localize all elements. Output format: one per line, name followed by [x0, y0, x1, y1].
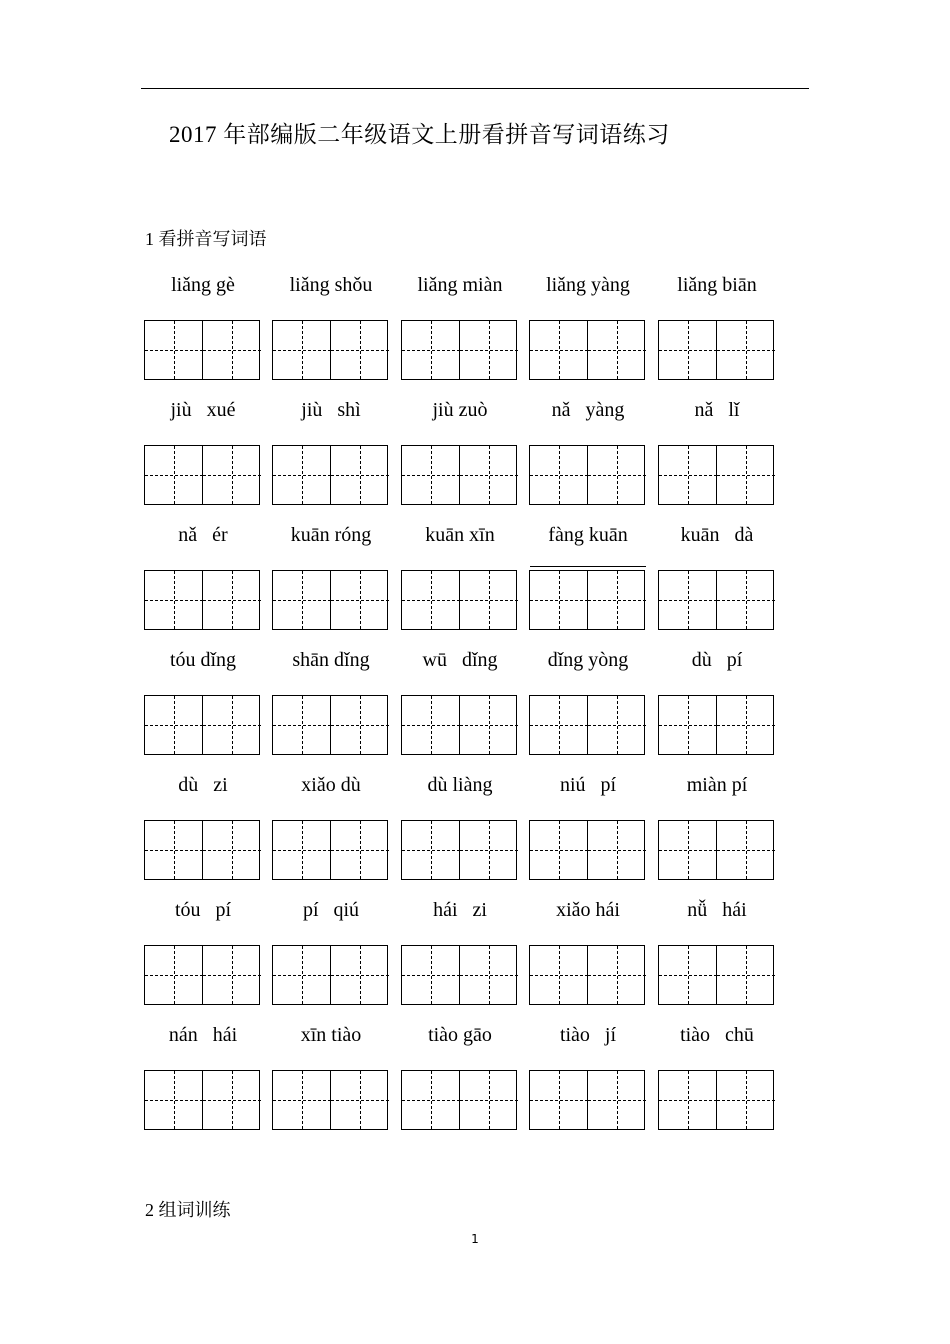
pinyin-label: tiào jí: [559, 1024, 617, 1046]
character-cell[interactable]: [587, 1071, 646, 1129]
character-cell[interactable]: [459, 821, 518, 879]
character-cell[interactable]: [402, 321, 460, 379]
pinyin-label: jiù xué: [170, 399, 236, 421]
character-cell[interactable]: [659, 946, 717, 1004]
exercise-row: [144, 895, 784, 1020]
character-cell[interactable]: [716, 321, 775, 379]
writing-box[interactable]: [272, 445, 388, 505]
exercise-row: [144, 1020, 784, 1145]
character-cell[interactable]: [716, 821, 775, 879]
writing-box[interactable]: [529, 445, 645, 505]
character-cell[interactable]: [659, 1071, 717, 1129]
character-cell[interactable]: [530, 1071, 588, 1129]
pinyin-label: xīn tiào: [300, 1024, 362, 1046]
header-rule: [141, 88, 809, 89]
pinyin-label: nǎ yàng: [551, 399, 625, 421]
writing-box[interactable]: [401, 945, 517, 1005]
pinyin-label: miàn pí: [686, 774, 748, 796]
writing-box[interactable]: [144, 695, 260, 755]
exercise-row: [144, 270, 784, 395]
character-cell[interactable]: [145, 321, 203, 379]
character-cell[interactable]: [530, 446, 588, 504]
character-cell[interactable]: [402, 446, 460, 504]
character-cell[interactable]: [716, 1071, 775, 1129]
character-cell[interactable]: [530, 946, 588, 1004]
pinyin-label: pí qiú: [302, 899, 360, 921]
character-cell[interactable]: [330, 1071, 389, 1129]
writing-box[interactable]: [401, 820, 517, 880]
character-cell[interactable]: [716, 946, 775, 1004]
character-cell[interactable]: [659, 571, 717, 629]
writing-box[interactable]: [272, 820, 388, 880]
character-cell[interactable]: [530, 321, 588, 379]
pinyin-label: dù liàng: [427, 774, 493, 796]
character-cell[interactable]: [716, 696, 775, 754]
character-cell[interactable]: [402, 1071, 460, 1129]
writing-box[interactable]: [144, 445, 260, 505]
character-cell[interactable]: [145, 571, 203, 629]
writing-box[interactable]: [401, 445, 517, 505]
character-cell[interactable]: [145, 821, 203, 879]
pinyin-label: fàng kuān: [548, 524, 628, 546]
writing-box[interactable]: [272, 1070, 388, 1130]
character-cell[interactable]: [587, 446, 646, 504]
writing-box[interactable]: [658, 570, 774, 630]
character-cell[interactable]: [145, 446, 203, 504]
character-cell[interactable]: [273, 321, 331, 379]
writing-box[interactable]: [529, 570, 645, 630]
character-cell[interactable]: [459, 1071, 518, 1129]
character-cell[interactable]: [587, 696, 646, 754]
pinyin-label: nǎ lǐ: [694, 399, 740, 421]
character-cell[interactable]: [587, 571, 646, 629]
character-cell[interactable]: [145, 946, 203, 1004]
writing-box[interactable]: [272, 320, 388, 380]
pinyin-label: kuān róng: [290, 524, 372, 546]
writing-box[interactable]: [529, 695, 645, 755]
pinyin-label: nǎ ér: [178, 524, 228, 546]
writing-box[interactable]: [529, 820, 645, 880]
character-cell[interactable]: [330, 571, 389, 629]
character-cell[interactable]: [273, 571, 331, 629]
pinyin-label: jiù zuò: [432, 399, 488, 421]
writing-grid: [144, 270, 784, 1145]
writing-box[interactable]: [144, 945, 260, 1005]
exercise-row: [144, 395, 784, 520]
character-cell[interactable]: [330, 821, 389, 879]
character-cell[interactable]: [530, 696, 588, 754]
pinyin-label: dǐng yòng: [547, 649, 629, 671]
character-cell[interactable]: [459, 696, 518, 754]
section-2-heading: 2 组词训练: [145, 1200, 231, 1220]
character-cell[interactable]: [459, 446, 518, 504]
writing-box[interactable]: [144, 320, 260, 380]
character-cell[interactable]: [402, 946, 460, 1004]
character-cell[interactable]: [530, 821, 588, 879]
character-cell[interactable]: [659, 446, 717, 504]
exercise-row: [144, 520, 784, 645]
pinyin-label: tiào chū: [680, 1024, 754, 1046]
writing-box[interactable]: [658, 445, 774, 505]
pinyin-label: shān dǐng: [292, 649, 370, 671]
character-cell[interactable]: [273, 821, 331, 879]
character-cell[interactable]: [273, 946, 331, 1004]
character-cell[interactable]: [202, 696, 261, 754]
pinyin-label: liǎng yàng: [546, 274, 630, 296]
character-cell[interactable]: [587, 821, 646, 879]
writing-box[interactable]: [272, 570, 388, 630]
writing-box[interactable]: [401, 570, 517, 630]
character-cell[interactable]: [716, 446, 775, 504]
character-cell[interactable]: [202, 446, 261, 504]
character-cell[interactable]: [587, 946, 646, 1004]
character-cell[interactable]: [659, 321, 717, 379]
character-cell[interactable]: [273, 1071, 331, 1129]
writing-box[interactable]: [272, 945, 388, 1005]
pinyin-label: niú pí: [559, 774, 617, 796]
exercise-row: [144, 770, 784, 895]
writing-box[interactable]: [529, 1070, 645, 1130]
pinyin-label: nán hái: [168, 1024, 238, 1046]
writing-box[interactable]: [529, 320, 645, 380]
page-number: 1: [471, 1232, 479, 1246]
pinyin-label: nǚ hái: [687, 899, 747, 921]
pinyin-label: tiào gāo: [428, 1024, 492, 1046]
character-cell[interactable]: [145, 1071, 203, 1129]
writing-box[interactable]: [144, 820, 260, 880]
writing-box[interactable]: [144, 570, 260, 630]
pinyin-label: liǎng biān: [677, 274, 757, 296]
writing-box[interactable]: [658, 820, 774, 880]
character-cell[interactable]: [587, 321, 646, 379]
writing-box[interactable]: [658, 695, 774, 755]
character-cell[interactable]: [330, 696, 389, 754]
pinyin-label: xiǎo hái: [556, 899, 620, 921]
character-cell[interactable]: [273, 696, 331, 754]
writing-box[interactable]: [401, 695, 517, 755]
pinyin-label: kuān xīn: [425, 524, 495, 546]
character-cell[interactable]: [202, 571, 261, 629]
character-cell[interactable]: [330, 446, 389, 504]
section-1-heading: 1 看拼音写词语: [145, 229, 267, 249]
writing-box[interactable]: [144, 1070, 260, 1130]
pinyin-label: dù pí: [691, 649, 743, 671]
character-cell[interactable]: [330, 321, 389, 379]
exercise-row: [144, 645, 784, 770]
pinyin-label: liǎng gè: [171, 274, 235, 296]
pinyin-label: wū dǐng: [422, 649, 498, 671]
character-cell[interactable]: [659, 821, 717, 879]
writing-box[interactable]: [401, 1070, 517, 1130]
page-title: 2017 年部编版二年级语文上册看拼音写词语练习: [169, 122, 670, 147]
character-cell[interactable]: [202, 821, 261, 879]
character-cell[interactable]: [659, 696, 717, 754]
pinyin-label: tóu dǐng: [169, 649, 237, 671]
pinyin-label: kuān dà: [680, 524, 754, 546]
box-top-rule: [530, 566, 646, 567]
pinyin-label: hái zi: [433, 899, 487, 921]
writing-box[interactable]: [529, 945, 645, 1005]
character-cell[interactable]: [202, 946, 261, 1004]
writing-box[interactable]: [401, 320, 517, 380]
character-cell[interactable]: [402, 571, 460, 629]
pinyin-label: dù zi: [178, 774, 228, 796]
character-cell[interactable]: [459, 321, 518, 379]
character-cell[interactable]: [202, 1071, 261, 1129]
writing-box[interactable]: [272, 695, 388, 755]
writing-box[interactable]: [658, 1070, 774, 1130]
writing-box[interactable]: [658, 320, 774, 380]
character-cell[interactable]: [716, 571, 775, 629]
pinyin-label: liǎng miàn: [417, 274, 503, 296]
character-cell[interactable]: [330, 946, 389, 1004]
character-cell[interactable]: [530, 571, 588, 629]
pinyin-label: liǎng shǒu: [289, 274, 373, 296]
pinyin-label: xiǎo dù: [301, 774, 361, 796]
character-cell[interactable]: [145, 696, 203, 754]
character-cell[interactable]: [402, 696, 460, 754]
character-cell[interactable]: [459, 571, 518, 629]
writing-box[interactable]: [658, 945, 774, 1005]
character-cell[interactable]: [273, 446, 331, 504]
character-cell[interactable]: [202, 321, 261, 379]
character-cell[interactable]: [402, 821, 460, 879]
character-cell[interactable]: [459, 946, 518, 1004]
pinyin-label: tóu pí: [174, 899, 232, 921]
pinyin-label: jiù shì: [301, 399, 361, 421]
